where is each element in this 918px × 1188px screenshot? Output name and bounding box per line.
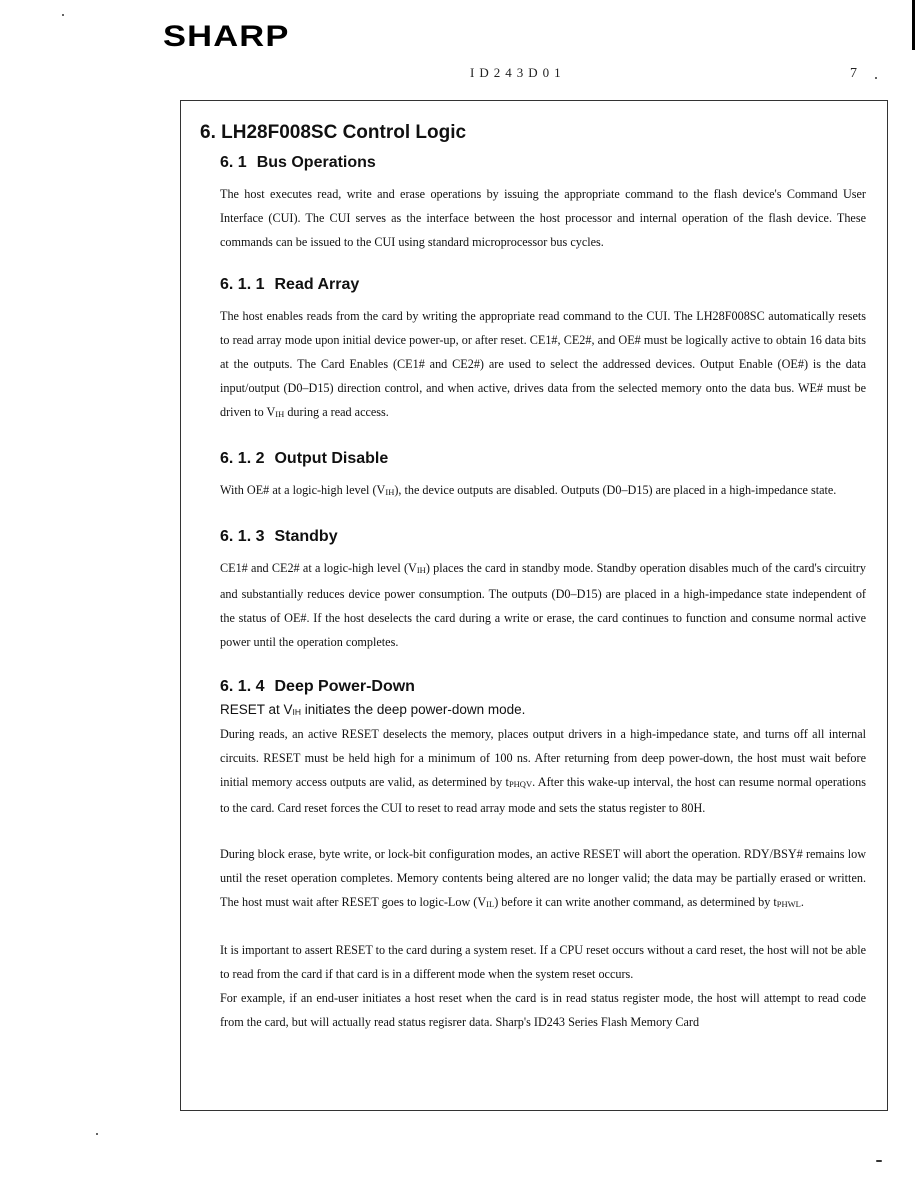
subsection-number: 6. 1. 4 bbox=[220, 678, 265, 695]
scan-edge-mark bbox=[912, 0, 915, 50]
bus-operations-paragraph: The host executes read, write and erase operations by issuing the appropriate command to the flash device's Command User Interface (CUI). The CUI serves as the interface between the host processor and internal operation of the flash device. These commands can be issued to the CUI using standard microprocessor bus cycles. bbox=[220, 187, 866, 249]
subsection-6-1-2-heading bbox=[220, 448, 866, 470]
subsection-6-1-heading bbox=[220, 152, 866, 174]
section-title: 6. LH28F008SC Control Logic bbox=[200, 122, 467, 143]
subsection-number: 6. 1. 2 bbox=[220, 450, 265, 467]
sharp-logo: SHARP bbox=[163, 20, 290, 53]
subsection-title: Read Array bbox=[274, 276, 360, 293]
subsection-number: 6. 1. 1 bbox=[220, 276, 265, 293]
subsection-6-1-1-heading bbox=[220, 274, 866, 296]
subsection-title: Output Disable bbox=[274, 450, 389, 467]
deep-power-down-paragraph-3: It is important to assert RESET to the card during a system reset. If a CPU reset occurs without a card reset, the host will not be able to read from the card if that card is in a different mode when the system reset occurs. bbox=[220, 943, 866, 981]
subsection-6-1-4-heading bbox=[220, 676, 866, 698]
scan-speck bbox=[875, 77, 877, 79]
scan-speck bbox=[876, 1160, 882, 1162]
subsection-number: 6. 1. 3 bbox=[220, 528, 265, 545]
page-content bbox=[200, 120, 867, 1034]
page-number: 7 bbox=[850, 66, 857, 81]
subsection-title: Deep Power-Down bbox=[274, 678, 415, 695]
deep-power-down-paragraph-1: During reads, an active RESET deselects the memory, places output drivers in a high-impedance state, and turns off all internal circuits. RESET must be held high for a minimum of 100 ns. After returning from deep power-down, the host must wait before initial memory access outputs are valid, as determined by tPHQV. After this wake-up interval, the host can resume normal operations to the card. Card reset forces the CUI to reset to read array mode and sets the status register to 80H. bbox=[220, 727, 866, 815]
subsection-number: 6. 1 bbox=[220, 154, 247, 171]
subsection-6-1-3-heading bbox=[220, 526, 866, 548]
standby-paragraph: CE1# and CE2# at a logic-high level (VIH) places the card in standby mode. Standby operation disables much of the card's circuitry and substantially reduces device power consumption. The outputs (D0–D15) are placed in a high-impedance state independent of the status of OE#. If the host deselects the card during a write or erase, the card continues to function and consume normal active power until the operation completes. bbox=[220, 561, 867, 649]
scan-speck bbox=[62, 14, 64, 16]
read-array-paragraph: The host enables reads from the card by writing the appropriate read command to the CUI. The LH28F008SC automatically resets to read array mode upon initial device power-up, or after reset. CE1#, CE2#, and OE# must be logically active to obtain 16 data bits at the outputs. The Card Enables (CE1# and CE2#) are used to select the addressed devices. Output Enable (OE#) is the data input/output (D0–D15) direction control, and when active, drives data from the selected memory onto the data bus. WE# must be driven to VIH during a read access. bbox=[220, 309, 866, 419]
subsection-title: Standby bbox=[274, 528, 338, 545]
deep-power-down-paragraph-4: For example, if an end-user initiates a host reset when the card is in read status register mode, the host will attempt to read code from the card, but will actually read status regisrer data. Sharp's ID243 Series Flash Memory Card bbox=[220, 991, 866, 1029]
scan-speck bbox=[96, 1133, 98, 1135]
deep-power-down-lead: RESET at VIH initiates the deep power-down mode. bbox=[220, 702, 526, 717]
deep-power-down-paragraph-2: During block erase, byte write, or lock-bit configuration modes, an active RESET will abort the operation. RDY/BSY# remains low until the reset operation completes. Memory contents being altered are no longer valid; the data may be partially erased or written. The host must wait after RESET goes to logic-Low (VIL) before it can write another command, as determined by tPHWL. bbox=[220, 847, 866, 909]
subsection-title: Bus Operations bbox=[256, 154, 376, 171]
document-id: ID243D01 bbox=[470, 65, 566, 80]
output-disable-paragraph: With OE# at a logic-high level (VIH), the device outputs are disabled. Outputs (D0–D15) are placed in a high-impedance state. bbox=[220, 483, 837, 497]
